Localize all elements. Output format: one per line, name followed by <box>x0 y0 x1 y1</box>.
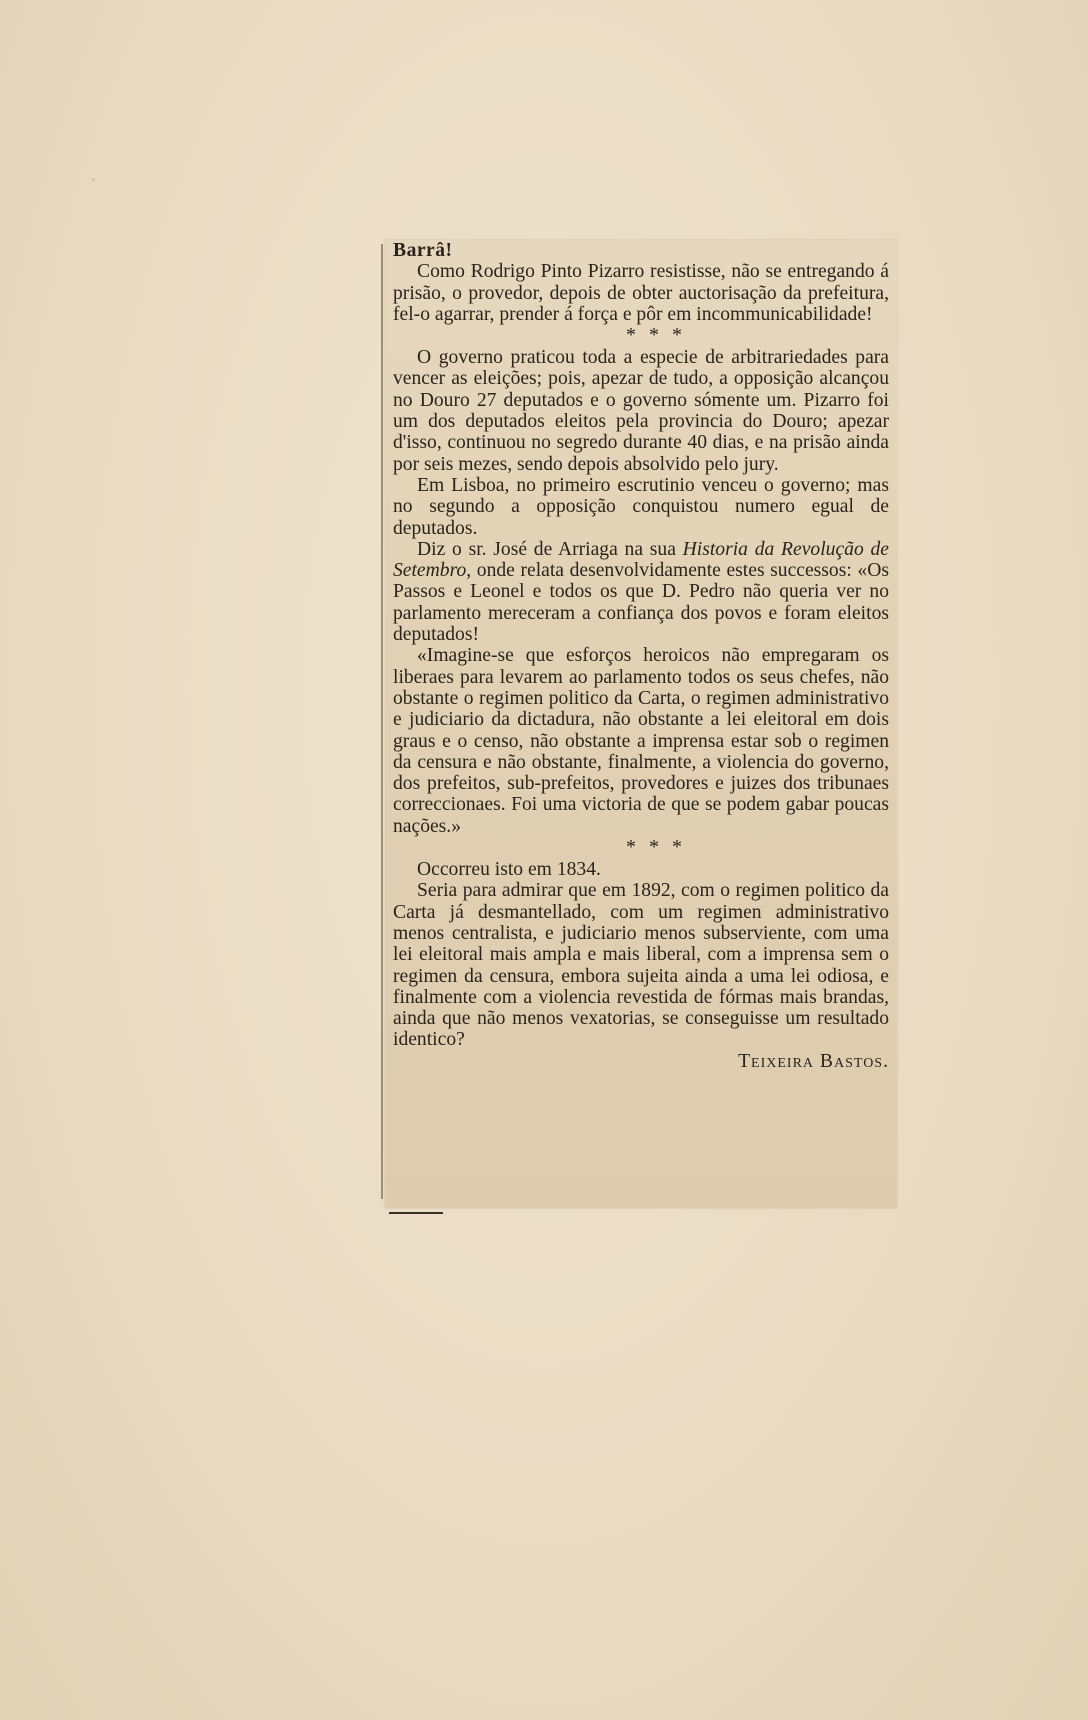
paragraph-year-1834: Occorreu isto em 1834. <box>417 859 601 881</box>
paragraph-pizarro-arrest: Como Rodrigo Pinto Pizarro resistisse, não se entregando á prisão, o provedor, depois de obter auctorisação da prefeitura, fel-o agarrar, prender á força e pôr em incommunicabilidade! <box>393 261 889 325</box>
arriaga-intro: Diz o sr. José de Arriaga na sua <box>417 538 683 560</box>
paragraph-elections-lisboa: Em Lisboa, no primeiro escrutinio venceu o governo; mas no segundo a opposição conquistou numero egual de deputados. <box>393 474 889 539</box>
clipping-underline <box>389 1212 443 1214</box>
article-column <box>393 240 889 1072</box>
asterism-separator: * * * <box>626 324 686 347</box>
newspaper-clipping <box>385 240 897 1208</box>
asterism-separator-2: * * * <box>626 836 686 859</box>
paragraph-arriaga-quote <box>393 539 889 645</box>
book-title: Historia da Revolução de Setembro <box>393 538 889 582</box>
paragraph-liberals-effort: «Imagine-se que esforços heroicos não empregaram os liberaes para levarem ao parlamento todos os seus chefes, não obstante o regimen politico da Carta, o regimen administrativo e judiciario da dictadura, não obstante a lei eleitoral em dois graus e o censo, não obstante a imprensa estar sob o regimen da censura e não obstante, finalmente, a violencia do governo, dos prefeitos, sub-prefeitos, provedores e juizes dos tribunaes correccionaes. Foi uma victoria de que se podem gabar poucas nações.» <box>393 645 889 837</box>
paper-speck <box>92 178 95 181</box>
arriaga-quote-text: , onde relata desenvolvidamente estes successos: «Os Passos e Leonel e todos os que D. Pedro não queria ver no parlamento mereceram a confiança dos povos e foram eleitos deputados! <box>393 560 889 646</box>
paragraph-question-1892: Seria para admirar que em 1892, com o regimen politico da Carta já desmantellado, com um regimen administrativo menos centralista, e judiciario menos subserviente, com uma lei eleitoral mais ampla e mais liberal, com a imprensa sem o regimen da censura, embora sujeita ainda a uma lei odiosa, e finalmente com a violencia revestida de fórmas mais brandas, ainda que não menos vexatorias, se conseguisse um resultado identico? <box>393 880 889 1051</box>
article-heading: Barrâ! <box>393 240 453 261</box>
signature-line <box>393 1051 889 1072</box>
author-signature: Teixeira Bastos. <box>738 1050 889 1072</box>
paragraph-elections-douro: O governo praticou toda a especie de arbitrariedades para vencer as eleições; pois, apezar de tudo, a opposição alcançou no Douro 27 deputados e o governo sómente um. Pizarro foi um dos deputados eleitos pela provincia do Douro; apezar d'isso, continuou no segredo durante 40 dias, e na prisão ainda por seis mezes, sendo depois absolvido pelo jury. <box>393 347 889 475</box>
clipping-left-edge <box>381 244 383 1199</box>
